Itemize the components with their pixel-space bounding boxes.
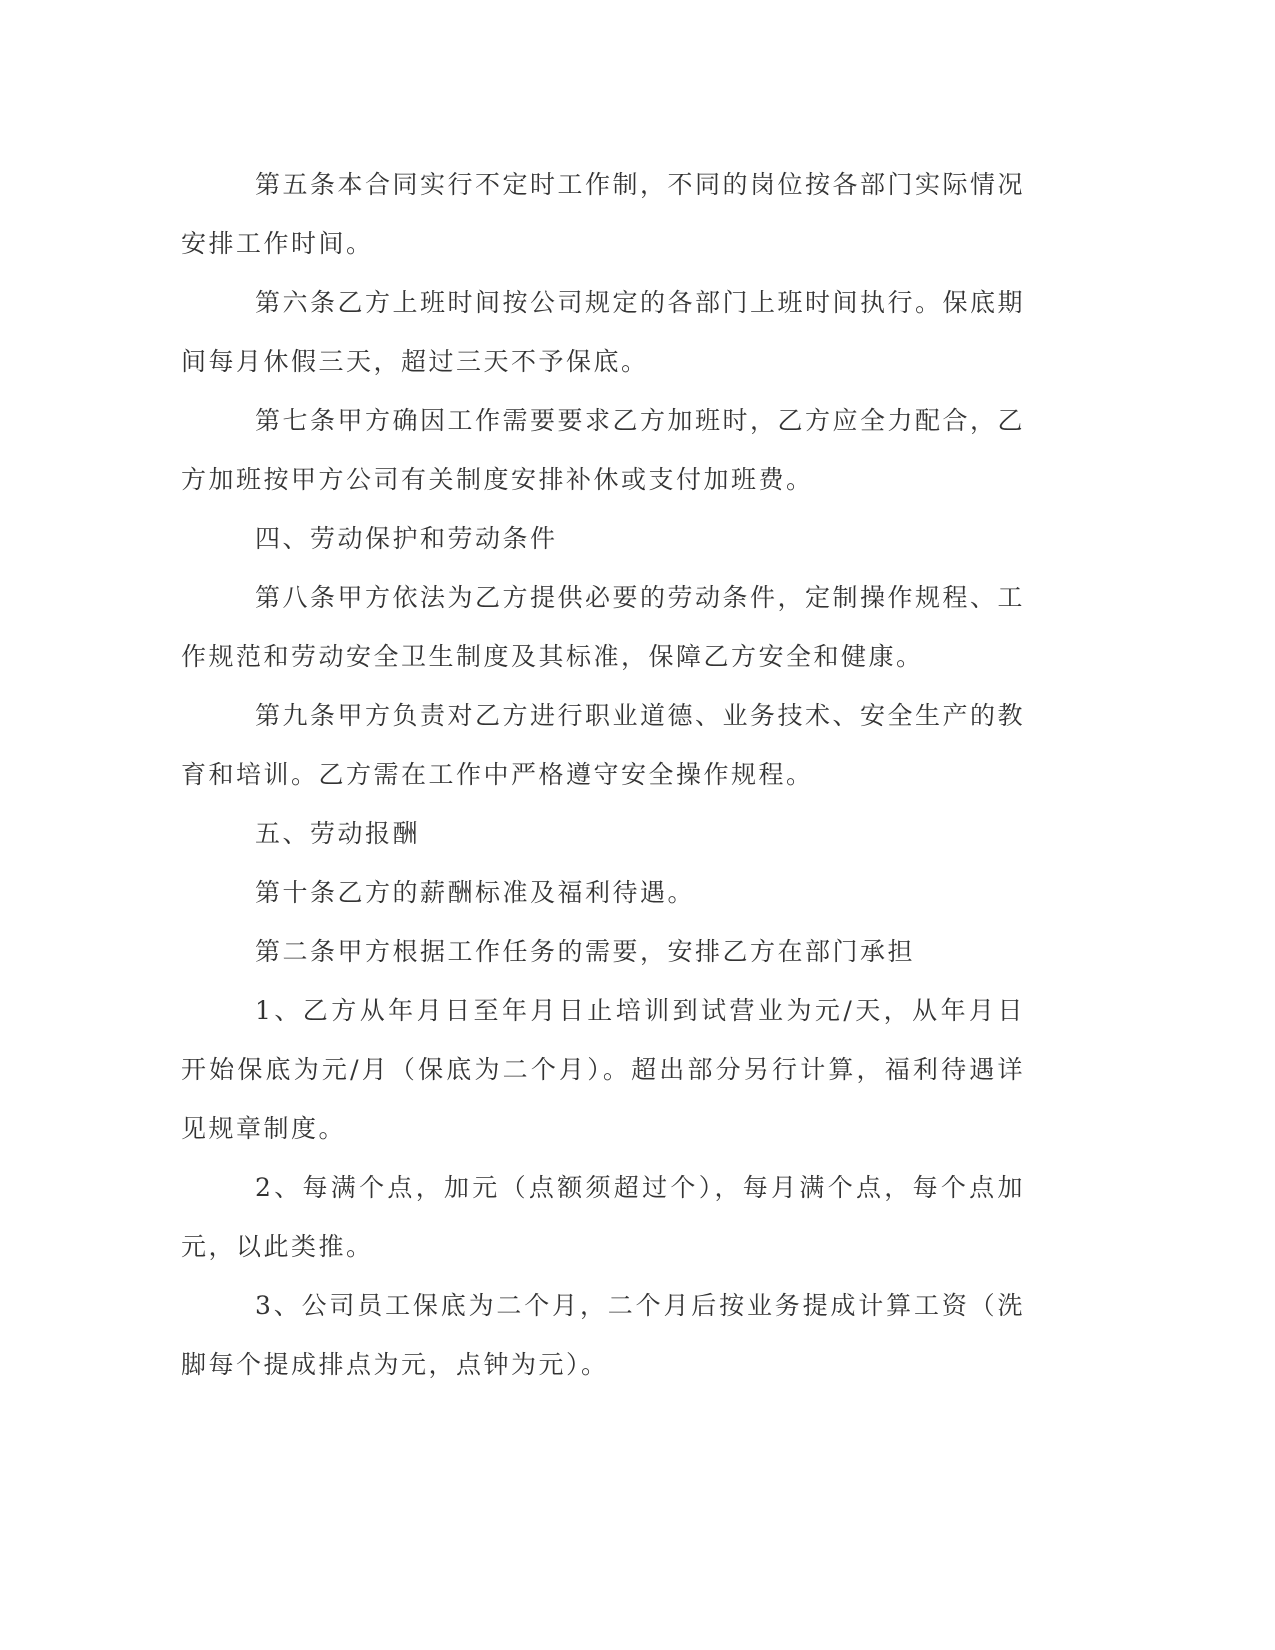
- paragraph-article-6: 第六条乙方上班时间按公司规定的各部门上班时间执行。保底期间每月休假三天，超过三天不予保底。: [181, 288, 1026, 376]
- paragraph-article-9: 第九条甲方负责对乙方进行职业道德、业务技术、安全生产的教育和培训。乙方需在工作中严格遵守安全操作规程。: [181, 701, 1026, 789]
- paragraph-article-10: 第十条乙方的薪酬标准及福利待遇。: [255, 878, 696, 907]
- paragraph-article-5: 第五条本合同实行不定时工作制，不同的岗位按各部门实际情况安排工作时间。: [181, 170, 1026, 258]
- paragraph-article-8: 第八条甲方依法为乙方提供必要的劳动条件，定制操作规程、工作规范和劳动安全卫生制度及其标准，保障乙方安全和健康。: [181, 583, 1026, 671]
- section-heading-labor-protection: 四、劳动保护和劳动条件: [255, 524, 558, 553]
- document-body: [181, 155, 1025, 1394]
- list-item-1: 1、乙方从年月日至年月日止培训到试营业为元/天，从年月日开始保底为元/月（保底为二个月）。超出部分另行计算，福利待遇详见规章制度。: [181, 996, 1025, 1143]
- paragraph-article-7: 第七条甲方确因工作需要要求乙方加班时，乙方应全力配合，乙方加班按甲方公司有关制度安排补休或支付加班费。: [181, 406, 1026, 494]
- list-item-2: 2、每满个点，加元（点额须超过个），每月满个点，每个点加元，以此类推。: [181, 1173, 1025, 1261]
- section-heading-remuneration: 五、劳动报酬: [255, 819, 421, 848]
- list-item-3: 3、公司员工保底为二个月，二个月后按业务提成计算工资（洗脚每个提成排点为元，点钟为元）。: [181, 1291, 1025, 1379]
- paragraph-article-2: 第二条甲方根据工作任务的需要，安排乙方在部门承担: [255, 937, 916, 966]
